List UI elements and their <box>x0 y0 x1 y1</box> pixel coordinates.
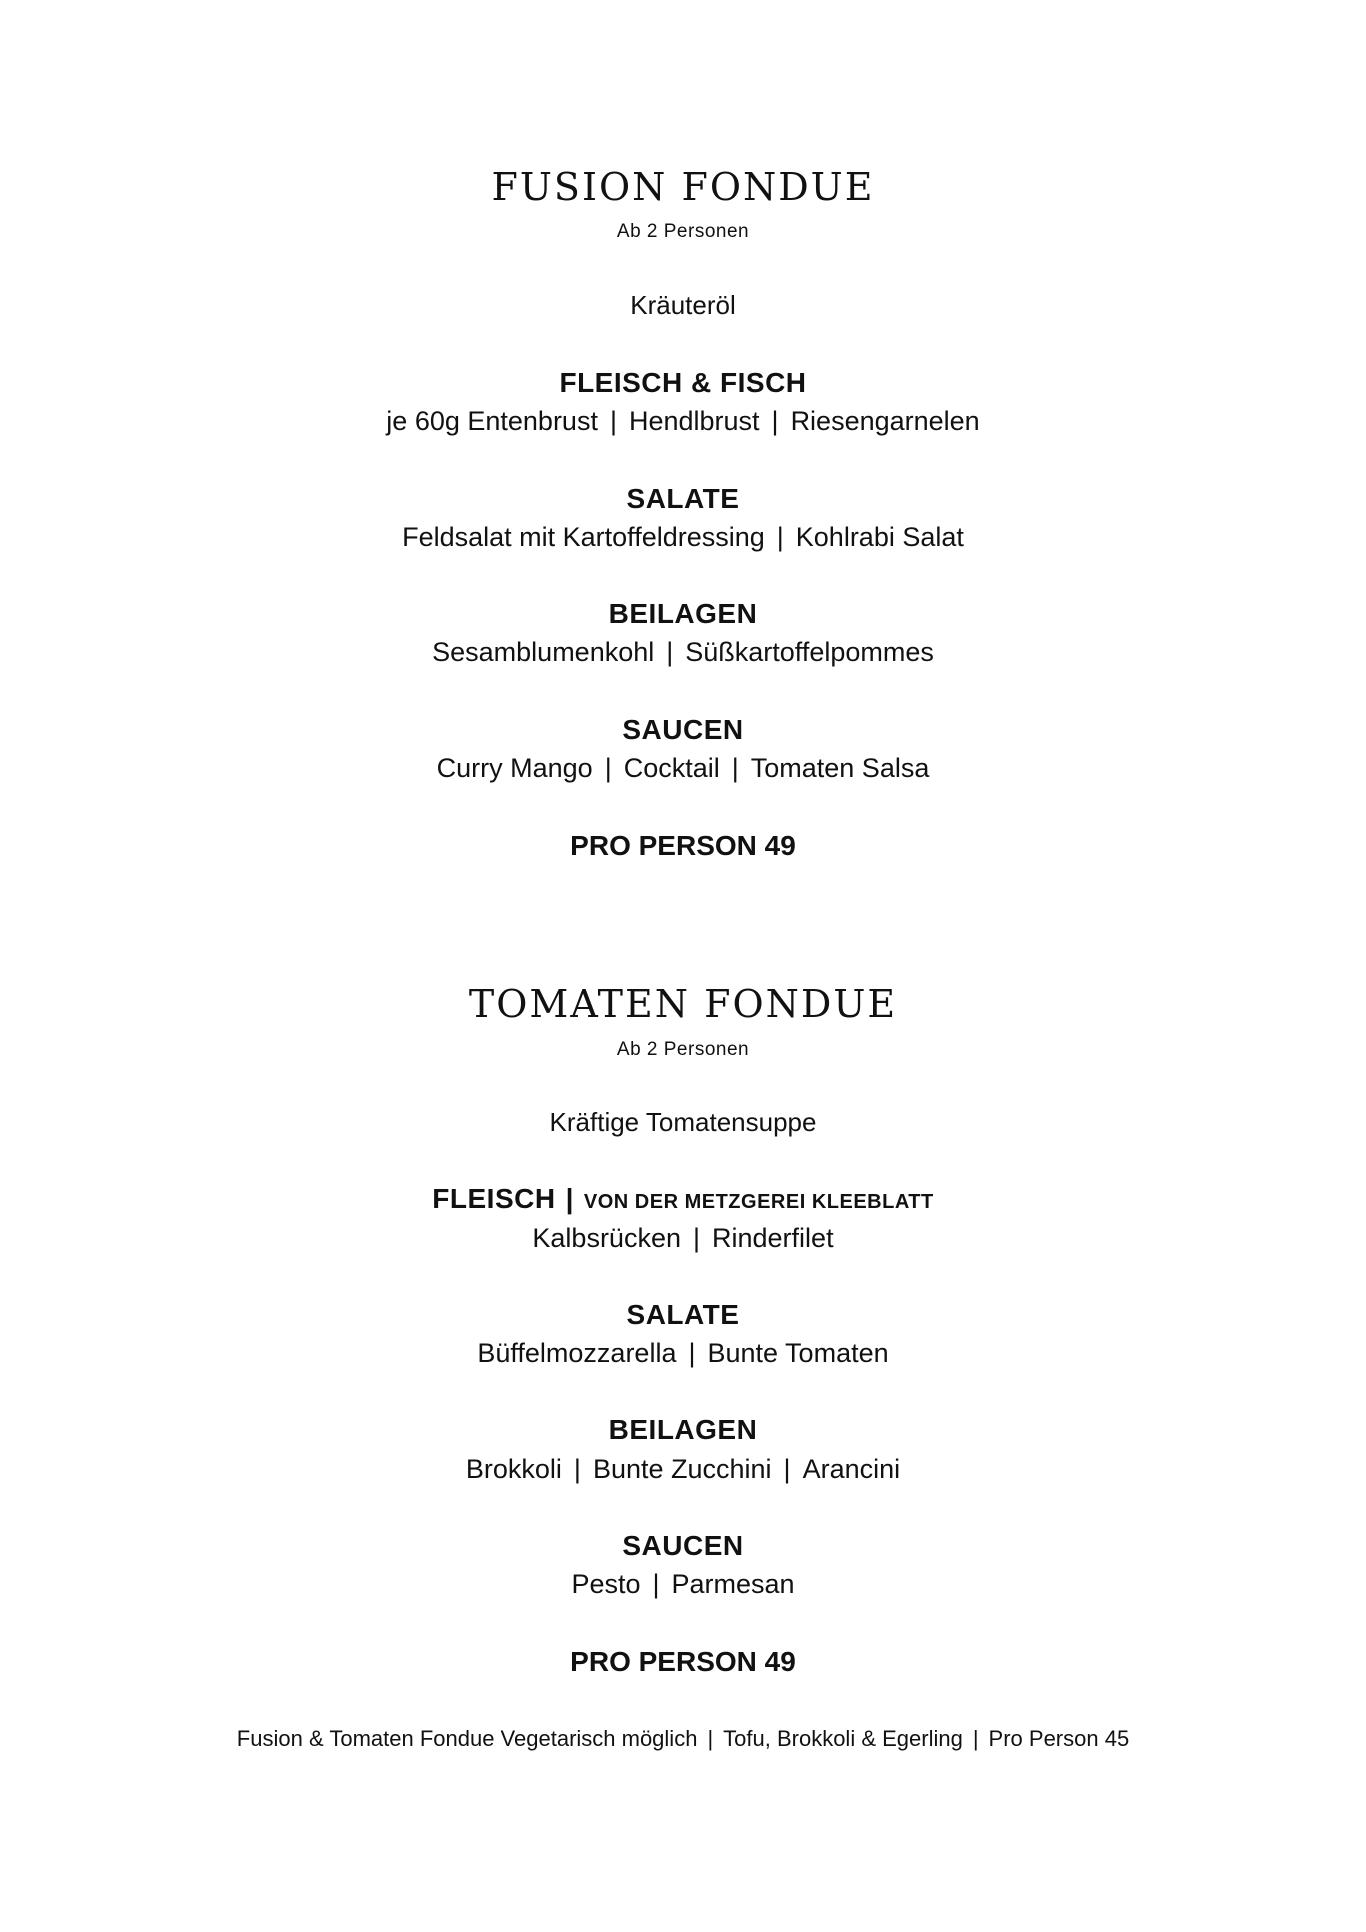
footnote-separator: | <box>972 1726 979 1751</box>
section-items-salate <box>0 1336 1366 1370</box>
section-heading-fleisch <box>0 1182 1366 1219</box>
item-separator: | <box>688 1338 696 1368</box>
price-per-person-tomaten: PRO PERSON 49 <box>570 1646 796 1677</box>
item-separator: | <box>609 406 617 436</box>
menu-item: Rinderfilet <box>712 1223 834 1253</box>
section-heading-beilagen: BEILAGEN <box>608 598 758 629</box>
menu-item: Parmesan <box>671 1569 795 1599</box>
menu-item: Arancini <box>802 1454 901 1484</box>
menu-item: Riesengarnelen <box>790 406 980 436</box>
menu-title-tomaten-fondue: TOMATEN FONDUE <box>468 982 898 1026</box>
menu-item: Sesamblumenkohl <box>432 637 655 667</box>
section-items-fleisch <box>0 1221 1366 1255</box>
menu-item: Cocktail <box>623 753 720 783</box>
menu-subtitle-fusion: Ab 2 Personen <box>616 221 750 242</box>
section-heading-beilagen: BEILAGEN <box>608 1414 758 1445</box>
item-separator: | <box>783 1454 791 1484</box>
menu-item: Süßkartoffelpommes <box>685 637 934 667</box>
fondue-base-tomaten: Kräftige Tomatensuppe <box>549 1107 817 1137</box>
menu-item: Feldsalat mit Kartoffeldressing <box>402 522 765 552</box>
menu-item: Hendlbrust <box>628 406 760 436</box>
menu-item: Pesto <box>571 1569 641 1599</box>
item-separator: | <box>666 637 674 667</box>
section-items-beilagen <box>0 635 1366 669</box>
menu-item: Bunte Zucchini <box>592 1454 772 1484</box>
menu-item: Bunte Tomaten <box>707 1338 889 1368</box>
item-separator: | <box>652 1569 660 1599</box>
section-items-fleisch-fisch <box>0 404 1366 438</box>
menu-item: Curry Mango <box>436 753 593 783</box>
menu-item: Kohlrabi Salat <box>795 522 964 552</box>
item-separator: | <box>693 1223 701 1253</box>
section-items-beilagen <box>0 1452 1366 1486</box>
vegetarian-footnote <box>0 1725 1366 1753</box>
menu-item: Brokkoli <box>465 1454 562 1484</box>
menu-title-fusion-fondue: FUSION FONDUE <box>491 165 875 209</box>
price-per-person-fusion: PRO PERSON 49 <box>570 830 796 861</box>
menu-item: je 60g Entenbrust <box>386 406 598 436</box>
fondue-base-fusion: Kräuteröl <box>630 290 736 320</box>
menu-item: Kalbsrücken <box>532 1223 681 1253</box>
heading-supplier: VON DER METZGEREI KLEEBLATT <box>583 1191 934 1213</box>
item-separator: | <box>771 406 779 436</box>
menu-item: Tomaten Salsa <box>750 753 930 783</box>
footnote-part: Pro Person 45 <box>988 1726 1130 1751</box>
menu-item: Büffelmozzarella <box>477 1338 677 1368</box>
footnote-separator: | <box>707 1726 714 1751</box>
footnote-part: Tofu, Brokkoli & Egerling <box>723 1726 963 1751</box>
section-heading-saucen: SAUCEN <box>622 1530 744 1561</box>
section-items-saucen <box>0 751 1366 785</box>
item-separator: | <box>604 753 612 783</box>
section-items-saucen <box>0 1567 1366 1601</box>
menu-subtitle-tomaten: Ab 2 Personen <box>616 1039 750 1060</box>
section-items-salate <box>0 520 1366 554</box>
footnote-part: Fusion & Tomaten Fondue Vegetarisch möglich <box>236 1726 698 1751</box>
section-heading-salate: SALATE <box>626 483 740 514</box>
section-heading-fleisch-fisch: FLEISCH & FISCH <box>559 367 807 398</box>
item-separator: | <box>776 522 784 552</box>
item-separator: | <box>731 753 739 783</box>
heading-separator: | <box>565 1183 574 1214</box>
heading-main: FLEISCH <box>432 1183 556 1214</box>
section-heading-salate: SALATE <box>626 1299 740 1330</box>
item-separator: | <box>573 1454 581 1484</box>
section-heading-saucen: SAUCEN <box>622 714 744 745</box>
